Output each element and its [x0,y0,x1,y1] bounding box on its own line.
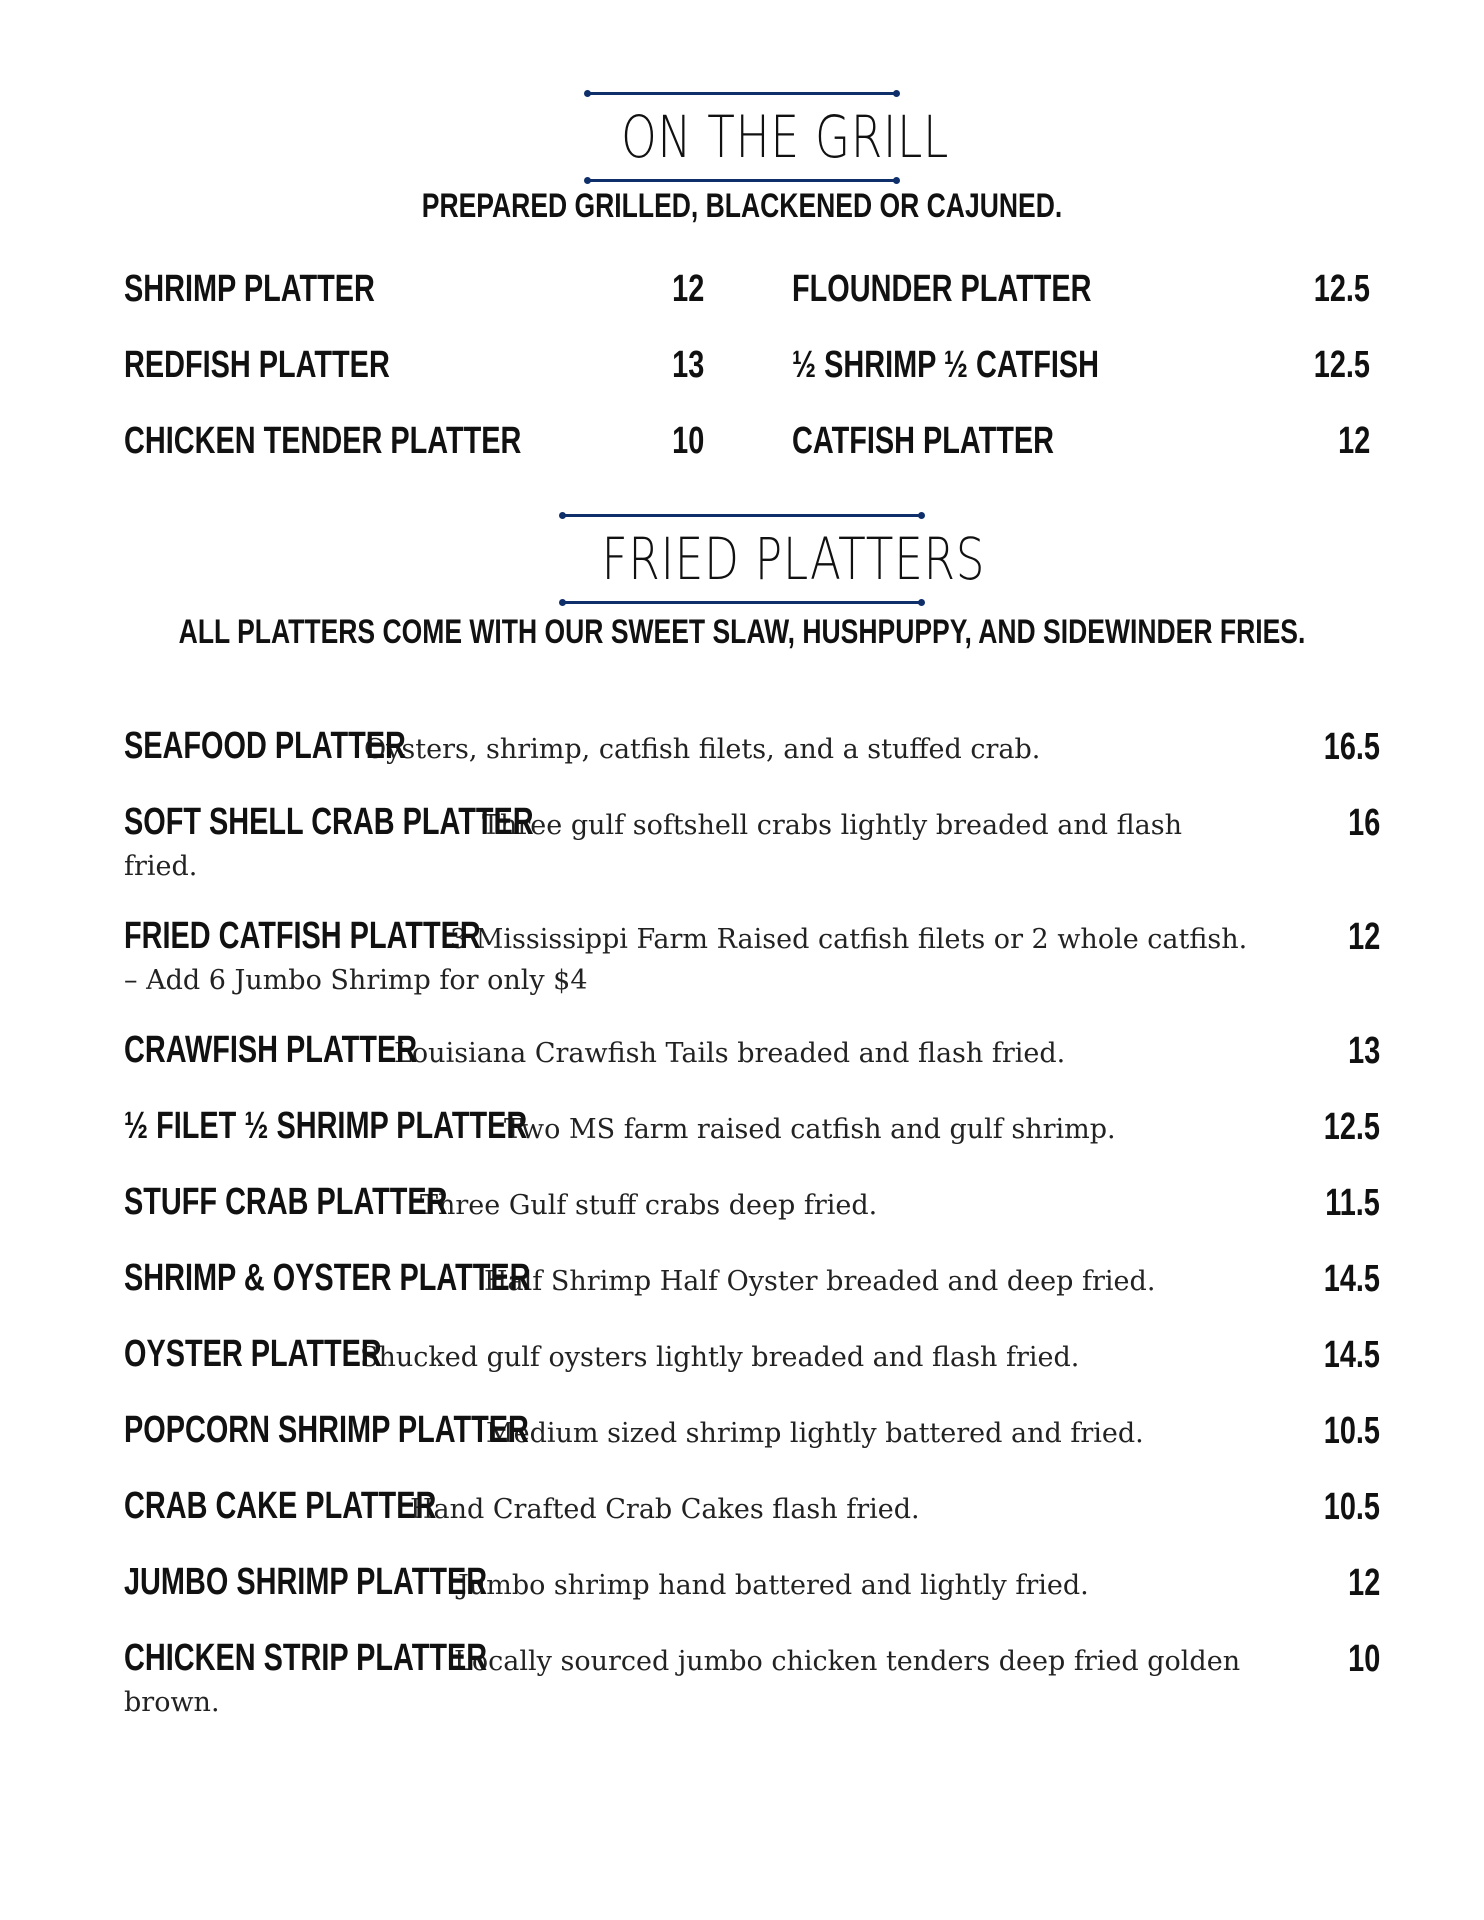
fried-item-price-box [1308,1180,1380,1226]
fried-item-desc-cont: brown. [124,1687,220,1718]
fried-item [124,1258,1284,1302]
fried-item-desc: Locally sourced jumbo chicken tenders deep fried golden [454,1646,1241,1677]
fried-item-price: 10 [1347,1638,1380,1680]
fried-title: FRIED PLATTERS [601,525,986,593]
grill-item-price: 12.5 [1313,268,1370,310]
fried-item-name: CRAWFISH PLATTER [124,1029,418,1071]
fried-item [124,1486,1284,1530]
fried-item-price-box [1306,1408,1380,1454]
fried-item [124,1106,1284,1150]
grill-item-name: CHICKEN TENDER PLATTER [124,420,522,462]
grill-item-price-box [560,266,704,312]
fried-item [124,802,1284,887]
fried-item [124,1030,1284,1074]
grill-section-header [0,92,1484,228]
fried-section-header [0,514,1484,654]
fried-item-price: 12 [1347,916,1380,958]
fried-item-name: JUMBO SHRIMP PLATTER [124,1561,488,1603]
fried-item [124,916,1284,1001]
grill-item [792,418,1137,464]
fried-item-price: 12 [1347,1562,1380,1604]
grill-item-price-box [1220,266,1370,312]
grill-item-price: 12 [671,268,704,310]
fried-item-name: POPCORN SHRIMP PLATTER [124,1409,529,1451]
fried-item-name: CRAB CAKE PLATTER [124,1485,437,1527]
fried-item-name: CHICKEN STRIP PLATTER [124,1637,488,1679]
fried-item [124,1334,1284,1378]
fried-subtitle: ALL PLATTERS COME WITH OUR SWEET SLAW, HUSHPUPPY, AND SIDEWINDER FRIES. [178,613,1306,651]
fried-item-price: 16 [1347,802,1380,844]
grill-item-name: REDFISH PLATTER [124,344,390,386]
fried-item [124,726,1284,770]
fried-item-price: 13 [1347,1030,1380,1072]
fried-item-desc: Hand Crafted Crab Cakes flash fried. [410,1494,920,1525]
grill-item-name: ½ SHRIMP ½ CATFISH [792,344,1100,386]
fried-item-desc: Two MS farm raised catfish and gulf shrimp. [504,1114,1116,1145]
fried-item-price: 16.5 [1323,726,1380,768]
grill-title-frame [577,92,950,182]
fried-item-price: 14.5 [1323,1334,1380,1376]
grill-subtitle: PREPARED GRILLED, BLACKENED OR CAJUNED. [421,187,1063,225]
fried-item-price-box [1338,1028,1380,1074]
fried-item-price: 10.5 [1323,1410,1380,1452]
fried-item-price-box [1306,1484,1380,1530]
fried-item-price-box [1338,800,1380,846]
fried-item-price: 11.5 [1325,1182,1380,1224]
fried-item-desc-cont: fried. [124,851,198,882]
fried-item-price-box [1306,1256,1380,1302]
fried-item-desc: Shucked gulf oysters lightly breaded and flash fried. [360,1342,1080,1373]
fried-item-desc: 3 Mississippi Farm Raised catfish filets or 2 whole catfish. [450,924,1248,955]
grill-item-price-box [560,342,704,388]
fried-item-name: SHRIMP & OYSTER PLATTER [124,1257,531,1299]
fried-item [124,1638,1284,1723]
fried-item-price-box [1338,914,1380,960]
title-rule-bottom [562,601,922,604]
fried-item-desc: Three gulf softshell crabs lightly breaded and flash [482,810,1182,841]
fried-item-price-box [1306,724,1380,770]
fried-item-desc: Oysters, shrimp, catfish filets, and a stuffed crab. [364,734,1041,765]
grill-item [792,342,1196,388]
fried-item [124,1410,1284,1454]
fried-item-desc: Jumbo shrimp hand battered and lightly fried. [458,1570,1089,1601]
fried-item-desc: Louisiana Crawfish Tails breaded and flash fried. [394,1038,1066,1069]
fried-item-price: 12.5 [1323,1106,1380,1148]
fried-item-price: 14.5 [1323,1258,1380,1300]
fried-item-name: STUFF CRAB PLATTER [124,1181,448,1223]
grill-title: ON THE GRILL [621,103,950,171]
grill-item [792,266,1186,312]
fried-item [124,1182,1284,1226]
fried-item-desc-cont: – Add 6 Jumbo Shrimp for only $4 [124,965,588,996]
fried-item-price-box [1306,1332,1380,1378]
grill-item-price-box [1220,342,1370,388]
grill-item [124,342,474,388]
title-rule-bottom [587,179,897,182]
grill-item-name: CATFISH PLATTER [792,420,1055,462]
fried-title-frame [552,514,986,604]
fried-item [124,1562,1284,1606]
fried-item-price: 10.5 [1323,1486,1380,1528]
fried-item-name: ½ FILET ½ SHRIMP PLATTER [124,1105,528,1147]
grill-item-price: 12 [1337,420,1370,462]
fried-item-name: SEAFOOD PLATTER [124,725,406,767]
fried-item-price-box [1338,1560,1380,1606]
grill-item-price-box [560,418,704,464]
fried-item-name: SOFT SHELL CRAB PLATTER [124,801,534,843]
grill-item-price: 10 [671,420,704,462]
grill-item-price: 13 [671,344,704,386]
grill-item-price: 12.5 [1313,344,1370,386]
fried-item-price-box [1338,1636,1380,1682]
grill-item-price-box [1220,418,1370,464]
fried-item-price-box [1306,1104,1380,1150]
grill-item-name: FLOUNDER PLATTER [792,268,1092,310]
fried-item-name: OYSTER PLATTER [124,1333,382,1375]
grill-item-name: SHRIMP PLATTER [124,268,375,310]
fried-item-desc: Medium sized shrimp lightly battered and fried. [486,1418,1144,1449]
fried-item-name: FRIED CATFISH PLATTER [124,915,481,957]
fried-item-desc: Half Shrimp Half Oyster breaded and deep fried. [484,1266,1156,1297]
grill-item [124,266,454,312]
fried-item-desc: Three Gulf stuff crabs deep fried. [420,1190,878,1221]
